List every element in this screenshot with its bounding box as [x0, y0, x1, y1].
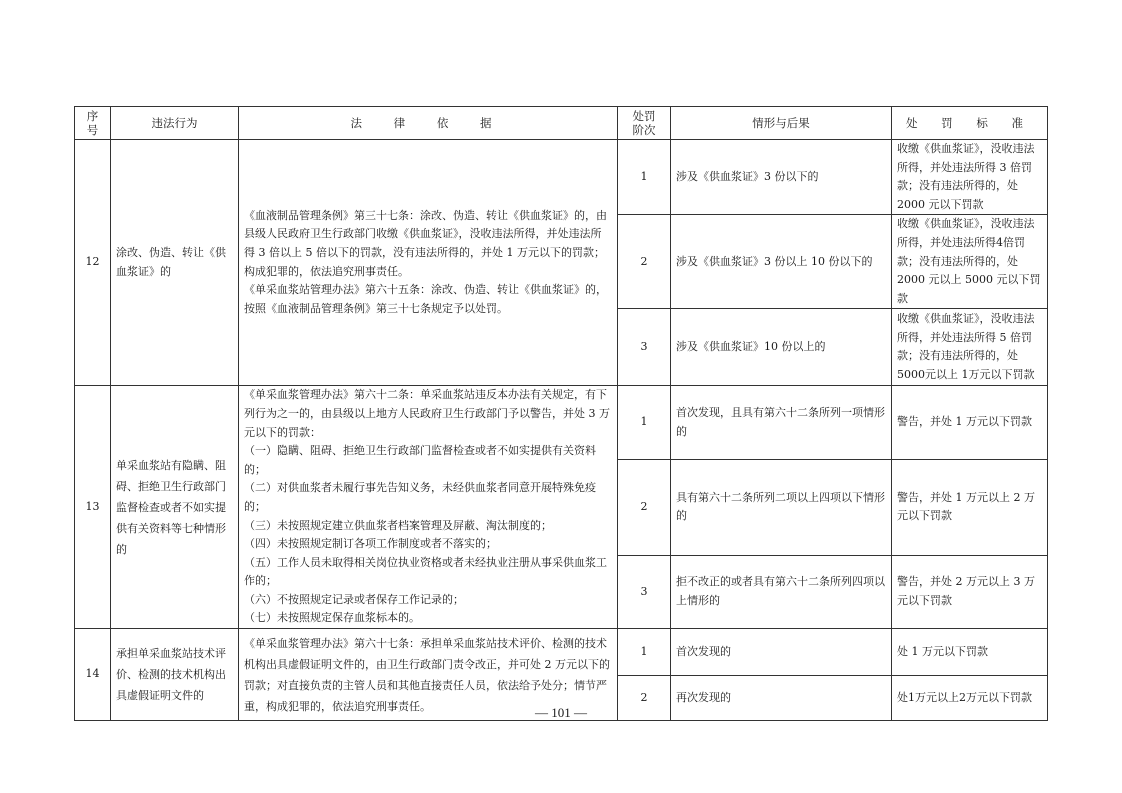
row-no: 12 [75, 140, 111, 386]
stage-number: 1 [618, 629, 671, 676]
row-act: 承担单采血浆站技术评价、检测的技术机构出具虚假证明文件的 [111, 629, 239, 721]
page-number: — 101 — [535, 705, 587, 720]
table-row [75, 140, 1048, 215]
stage-circumstance: 具有第六十二条所列二项以上四项以下情形的 [671, 459, 892, 555]
law-paragraph: 《单采血浆站管理办法》第六十五条：涂改、伪造、转让《供血浆证》的，按照《血液制品管理条例》第三十七条规定予以处罚。 [244, 283, 607, 315]
stage-number: 1 [618, 386, 671, 459]
stage-circumstance: 涉及《供血浆证》10 份以上的 [671, 309, 892, 386]
law-item: （三）未按照规定建立供血浆者档案管理及屏蔽、淘汰制度的； [244, 518, 552, 532]
table-header-row [75, 107, 1048, 140]
law-item: （一）隐瞒、阻碍、拒绝卫生行政部门监督检查或者不如实提供有关资料的； [244, 444, 596, 476]
law-item: （五）工作人员未取得相关岗位执业资格或者未经执业注册从事采供血浆工作的； [244, 555, 607, 588]
stage-number: 1 [618, 140, 671, 215]
stage-number: 3 [618, 555, 671, 628]
stage-circumstance: 涉及《供血浆证》3 份以下的 [671, 140, 892, 215]
header-law: 法 律 依 据 [239, 107, 618, 140]
law-item: （二）对供血浆者未履行事先告知义务，未经供血浆者同意开展特殊免疫的； [244, 481, 596, 513]
stage-standard: 警告，并处 1 万元以上 2 万元以下罚款 [892, 459, 1048, 555]
law-item: （四）未按照规定制订各项工作制度或者不落实的； [244, 537, 497, 551]
table-row [75, 629, 1048, 676]
stage-circumstance: 再次发现的 [671, 676, 892, 721]
stage-standard: 收缴《供血浆证》，没收违法所得，并处违法所得 3 倍罚款；没有违法所得的，处 2000 元以下罚款 [892, 140, 1048, 215]
header-no: 序号 [75, 107, 111, 140]
penalty-table [74, 106, 1048, 721]
row-law [239, 140, 618, 386]
table-row [75, 386, 1048, 459]
stage-standard: 警告，并处 1 万元以下罚款 [892, 386, 1048, 459]
stage-circumstance: 首次发现的 [671, 629, 892, 676]
row-act: 单采血浆站有隐瞒、阻碍、拒绝卫生行政部门监督检查或者不如实提供有关资料等七种情形的 [111, 386, 239, 629]
header-stage: 处罚阶次 [618, 107, 671, 140]
law-item: （七）未按照规定保存血浆标本的。 [244, 611, 420, 625]
stage-standard: 警告，并处 2 万元以上 3 万元以下罚款 [892, 555, 1048, 628]
header-act: 违法行为 [111, 107, 239, 140]
stage-number: 2 [618, 459, 671, 555]
row-no: 14 [75, 629, 111, 721]
stage-standard: 处1万元以上2万元以下罚款 [892, 676, 1048, 721]
row-no: 13 [75, 386, 111, 629]
stage-standard: 处 1 万元以下罚款 [892, 629, 1048, 676]
law-paragraph: 《血液制品管理条例》第三十七条：涂改、伪造、转让《供血浆证》的，由县级人民政府卫生行政部门收缴《供血浆证》，没收违法所得，并处违法所得 3 倍以上 5 倍以下的罚款，没有违法所得的，并处 1 万元以下的罚款；构成犯罪的，依法追究刑事责任。 [244, 208, 607, 278]
header-circumstance: 情形与后果 [671, 107, 892, 140]
stage-circumstance: 拒不改正的或者具有第六十二条所列四项以上情形的 [671, 555, 892, 628]
stage-circumstance: 首次发现，且具有第六十二条所列一项情形的 [671, 386, 892, 459]
row-law [239, 386, 618, 629]
stage-number: 2 [618, 676, 671, 721]
law-item: （六）不按照规定记录或者保存工作记录的； [244, 592, 464, 606]
law-paragraph: 《单采血浆管理办法》第六十七条：承担单采血浆站技术评价、检测的技术机构出具虚假证明文件的，由卫生行政部门责令改正，并可处 2 万元以下的罚款；对直接负责的主管人员和其他直接责任人员，依法给予处分；情节严重，构成犯罪的，依法追究刑事责任。 [244, 636, 610, 713]
stage-number: 2 [618, 215, 671, 309]
stage-standard: 收缴《供血浆证》，没收违法所得，并处违法所得4倍罚款；没有违法所得的，处 2000 元以上 5000 元以下罚款 [892, 215, 1048, 309]
header-standard: 处 罚 标 准 [892, 107, 1048, 140]
stage-standard: 收缴《供血浆证》，没收违法所得，并处违法所得 5 倍罚款；没有违法所得的，处 5000元以上 1万元以下罚款 [892, 309, 1048, 386]
law-paragraph: 《单采血浆管理办法》第六十二条：单采血浆站违反本办法有关规定，有下列行为之一的，由县级以上地方人民政府卫生行政部门予以警告，并处 3 万元以下的罚款： [244, 388, 610, 439]
stage-number: 3 [618, 309, 671, 386]
row-act: 涂改、伪造、转让《供血浆证》的 [111, 140, 239, 386]
stage-circumstance: 涉及《供血浆证》3 份以上 10 份以下的 [671, 215, 892, 309]
